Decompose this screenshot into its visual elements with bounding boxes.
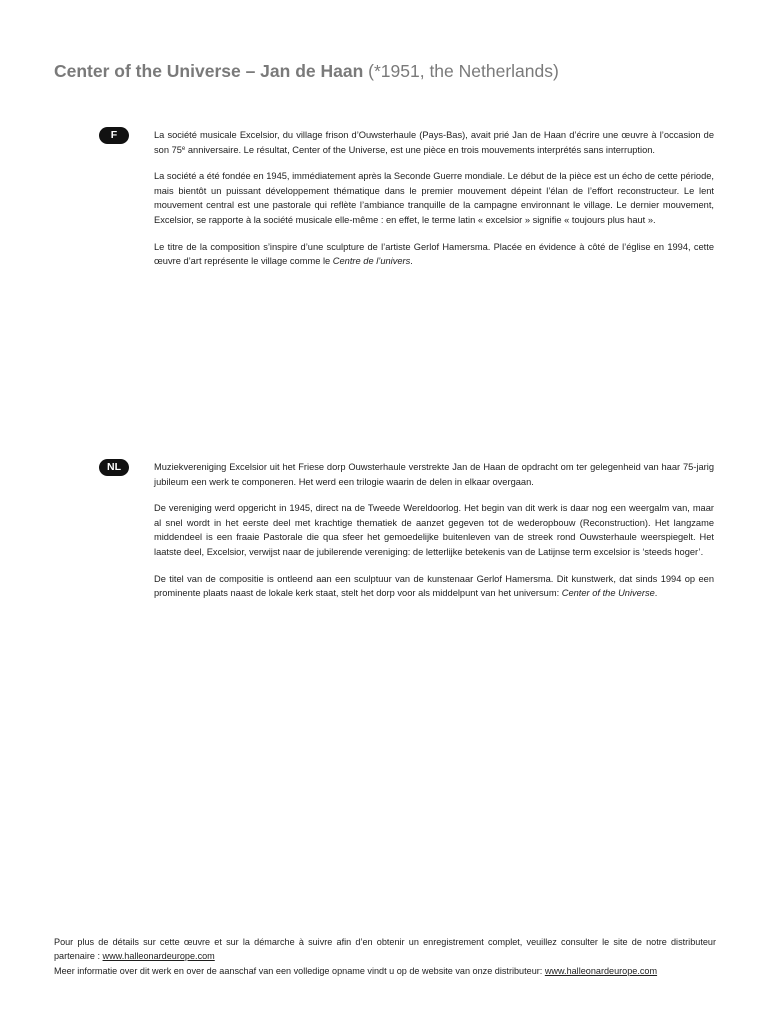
footer-french: [54, 935, 716, 964]
title-work: Center of the Universe – Jan de Haan: [54, 61, 364, 81]
language-badge-dutch: NL: [99, 459, 129, 476]
title-details: (*1951, the Netherlands): [368, 61, 559, 81]
dutch-paragraph-2: De vereniging werd opgericht in 1945, direct na de Tweede Wereldoorlog. Het begin van dit werk is daar nog een weergalm van, maar al snel wordt in het eerste deel met krachtige thematiek de aanzet gegeven tot de wederopbouw (Reconstruction). Het langzame middendeel is een fraaie Pastorale die qua sfeer het gemoedelijke buitenleven van de streek rond Ouwsterhaule weerspiegelt. Het laatste deel, Excelsior, verwijst naar de jubilerende vereniging: de letterlijke betekenis van de Latijnse term excelsior is ‘steeds hoger’.: [154, 503, 714, 557]
dutch-p3-end: .: [654, 588, 658, 599]
footer-dutch-link[interactable]: www.halleonardeurope.com: [544, 965, 658, 976]
french-p3-text: Le titre de la composition s’inspire d’une sculpture de l’artiste Gerlof Hamersma. Placée en évidence à côté de l’église en 1994, cette œuvre d’art représente le village comme le: [154, 241, 714, 267]
footer-french-text: Pour plus de détails sur cette œuvre et sur la démarche à suivre afin d’en obtenir un enregistrement complet, veuillez consulter le site de notre distributeur partenaire :: [54, 937, 716, 962]
footer-french-link[interactable]: www.halleonardeurope.com: [102, 951, 215, 962]
dutch-paragraph-1: Muziekvereniging Excelsior uit het Friese dorp Ouwsterhaule verstrekte Jan de Haan de opdracht om ter gelegenheid van haar 75-jarig jubileum een werk te componeren. Het werd een trilogie waarin de delen in elkaar overgaan.: [154, 462, 714, 487]
footer-dutch-text: Meer informatie over dit werk en over de aanschaf van een volledige opname vindt u op de website van onze distributeur:: [54, 965, 545, 976]
french-p1-start: La société musicale Excelsior, du village frison d’Ouwsterhaule (Pays-Bas), avait prié Jan de Haan d’écrire une œuvre à l’occasion de son 75: [154, 130, 714, 155]
french-paragraph-3: [154, 240, 714, 269]
dutch-paragraph-3: [154, 572, 714, 601]
footer-dutch: [54, 964, 716, 978]
page-title: [54, 59, 559, 83]
footer: [54, 935, 716, 978]
french-paragraph-2: La société a été fondée en 1945, immédiatement après la Seconde Guerre mondiale. Le début de la pièce est un écho de cette période, mais bientôt un puissant développement thématique dans le premier mouvement dépeint l’élan de l’effort reconstructeur. Le lent mouvement central est une pastorale qui reflète l’ambiance tranquille de la campagne environnant le village. Le dernier mouvement, Excelsior, se rapporte à la société musicale elle-même : en effet, le terme latin « excelsior » signifie « toujours plus haut ».: [154, 171, 714, 225]
french-paragraph-1: [154, 128, 714, 157]
french-p3-end: .: [410, 256, 413, 267]
dutch-p3-italic: Center of the Universe: [561, 588, 655, 599]
french-p1-superscript: e: [181, 145, 186, 152]
dutch-p3-text: De titel van de compositie is ontleend aan een sculptuur van de kunstenaar Gerlof Hamersma. Dit kunstwerk, dat sinds 1994 op een prominente plaats naast de lokale kerk staat, stelt het dorp voor als middelpunt van het universum:: [154, 573, 714, 599]
dutch-section: [107, 460, 714, 613]
french-p1-end: anniversaire. Le résultat, Center of the Universe, est une pièce en trois mouvements interprétés sans interruption.: [185, 144, 655, 155]
french-section: [110, 128, 714, 281]
french-p3-italic: Centre de l’univers: [332, 256, 411, 267]
language-badge-french: F: [99, 127, 129, 144]
